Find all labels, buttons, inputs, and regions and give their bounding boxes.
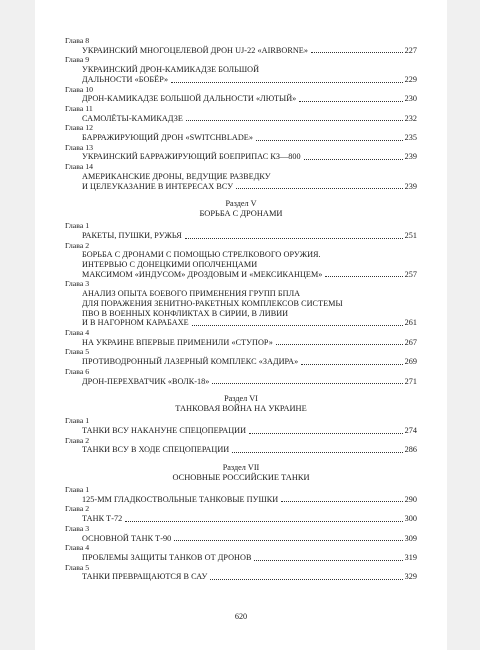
chapter-title-text: БОРЬБА С ДРОНАМИ С ПОМОЩЬЮ СТРЕЛКОВОГО ОРУЖИЯ. [82,250,321,260]
chapter-title-text: УКРАИНСКИЙ ДРОН-КАМИКАДЗЕ БОЛЬШОЙ [82,65,260,75]
dot-leader [254,559,402,561]
toc-entry[interactable] [65,367,417,386]
chapter-title-line [65,289,417,299]
section-heading [65,394,417,414]
chapter-page-number: 271 [404,376,417,386]
section-title: ОСНОВНЫЕ РОССИЙСКИЕ ТАНКИ [172,473,310,483]
chapter-title-text: ОСНОВНОЙ ТАНК Т-90 [82,533,172,543]
chapter-title-line [65,133,417,143]
dot-leader [311,51,403,53]
chapter-page-number: 319 [404,552,417,562]
toc-entry[interactable] [65,104,417,123]
chapter-label: Глава 11 [65,103,93,113]
dot-leader [192,324,403,326]
chapter-label: Глава 2 [65,504,90,514]
chapter-page-number: 261 [404,318,417,328]
section-number: Раздел VII [222,463,260,473]
toc-entry[interactable] [65,55,417,84]
toc-entry[interactable] [65,416,417,435]
chapter-title-text: ДЛЯ ПОРАЖЕНИЯ ЗЕНИТНО-РАКЕТНЫХ КОМПЛЕКСОВ СИСТЕМЫ [82,298,343,308]
chapter-page-number: 239 [404,152,417,162]
chapter-title-text: АНАЛИЗ ОПЫТА БОЕВОГО ПРИМЕНЕНИЯ ГРУПП БПЛА [82,289,301,299]
dot-leader [276,343,403,345]
chapter-page-number: 274 [404,425,417,435]
toc-entry[interactable] [65,504,417,523]
chapter-title-line [65,445,417,455]
dot-leader [125,520,402,522]
toc-entry[interactable] [65,279,417,328]
chapter-title-text: ПРОБЛЕМЫ ЗАЩИТЫ ТАНКОВ ОТ ДРОНОВ [82,552,252,562]
chapter-title-text: И В НАГОРНОМ КАРАБАХЕ [82,318,189,328]
chapter-page-number: 329 [404,572,417,582]
chapter-title-line [65,426,417,436]
chapter-title-line [65,514,417,524]
toc-section [65,463,417,582]
section-number: Раздел V [225,199,257,209]
chapter-title-line [65,94,417,104]
chapter-page-number: 269 [404,357,417,367]
chapter-title-line [65,46,417,56]
chapter-title-text: ПРОТИВОДРОННЫЙ ЛАЗЕРНЫЙ КОМПЛЕКС «ЗАДИРА» [82,357,299,367]
chapter-label: Глава 1 [65,221,90,231]
chapter-title-text: 125-ММ ГЛАДКОСТВОЛЬНЫЕ ТАНКОВЫЕ ПУШКИ [82,494,279,504]
chapter-title-line [65,299,417,309]
dot-leader [299,100,402,102]
chapter-title-text: ТАНКИ ВСУ В ХОДЕ СПЕЦОПЕРАЦИИ [82,445,230,455]
chapter-title-text: САМОЛЁТЫ-КАМИКАДЗЕ [82,113,183,123]
chapter-page-number: 232 [404,113,417,123]
chapter-label: Глава 1 [65,416,90,426]
section-title: БОРЬБА С ДРОНАМИ [199,209,283,219]
book-page [35,0,447,650]
toc-entry[interactable] [65,524,417,543]
chapter-page-number: 239 [404,181,417,191]
chapter-page-number: 309 [404,533,417,543]
dot-leader [325,275,402,277]
chapter-page-number: 227 [404,45,417,55]
toc-entry[interactable] [65,485,417,504]
toc-entry[interactable] [65,328,417,347]
table-of-contents [65,36,417,582]
chapter-label: Глава 12 [65,123,94,133]
toc-entry[interactable] [65,221,417,240]
chapter-title-text: ТАНКИ ВСУ НАКАНУНЕ СПЕЦОПЕРАЦИИ [82,425,247,435]
toc-section [65,394,417,455]
chapter-title-line [65,260,417,270]
chapter-title-line [65,114,417,124]
chapter-title-text: ДАЛЬНОСТИ «БОБЁР» [82,74,169,84]
chapter-label: Глава 4 [65,543,90,553]
toc-section [65,36,417,191]
chapter-title-line [65,495,417,505]
dot-leader [174,539,402,541]
chapter-title-text: ПВО В ВОЕННЫХ КОНФЛИКТАХ В СИРИИ, В ЛИВИИ [82,308,289,318]
chapter-label: Глава 6 [65,366,90,376]
chapter-page-number: 235 [404,133,417,143]
chapter-title-line [65,338,417,348]
chapter-label: Глава 8 [65,36,90,45]
dot-leader [212,382,402,384]
chapter-title-line [65,553,417,563]
dot-leader [304,158,403,160]
chapter-title-line [65,534,417,544]
toc-entry[interactable] [65,85,417,104]
chapter-title-text: ДРОН-ПЕРЕХВАТЧИК «ВОЛК-18» [82,376,210,386]
chapter-page-number: 257 [404,269,417,279]
chapter-label: Глава 2 [65,435,90,445]
chapter-title-text: РАКЕТЫ, ПУШКИ, РУЖЬЯ [82,230,182,240]
chapter-label: Глава 3 [65,523,90,533]
page-number: 620 [234,612,248,621]
section-number: Раздел VI [224,394,258,404]
toc-entry[interactable] [65,543,417,562]
chapter-label: Глава 14 [65,162,94,172]
chapter-title-line [65,270,417,280]
chapter-label: Глава 9 [65,55,90,65]
chapter-title-text: ДРОН-КАМИКАДЗЕ БОЛЬШОЙ ДАЛЬНОСТИ «ЛЮТЫЙ» [82,94,297,104]
chapter-title-line [65,572,417,582]
toc-entry[interactable] [65,436,417,455]
chapter-title-text: ТАНКИ ПРЕВРАЩАЮТСЯ В САУ [82,572,208,582]
chapter-title-text: АМЕРИКАНСКИЕ ДРОНЫ, ВЕДУЩИЕ РАЗВЕДКУ [82,171,271,181]
chapter-page-number: 286 [404,445,417,455]
chapter-title-text: НА УКРАИНЕ ВПЕРВЫЕ ПРИМЕНИЛИ «СТУПОР» [82,337,273,347]
dot-leader [281,500,402,502]
toc-entry[interactable] [65,347,417,366]
chapter-title-line [65,152,417,162]
dot-leader [236,187,402,189]
toc-entry[interactable] [65,143,417,162]
chapter-title-text: МАКСИМОМ «ИНДУСОМ» ДРОЗДОВЫМ И «МЕКСИКАНЦЕМ» [82,269,323,279]
chapter-page-number: 267 [404,337,417,347]
chapter-label: Глава 2 [65,240,90,250]
toc-entry[interactable] [65,241,417,280]
chapter-label: Глава 3 [65,279,90,289]
chapter-page-number: 251 [404,230,417,240]
chapter-label: Глава 5 [65,562,90,572]
chapter-title-line [65,309,417,319]
dot-leader [210,578,402,580]
chapter-label: Глава 4 [65,327,90,337]
chapter-title-line [65,182,417,192]
chapter-label: Глава 5 [65,347,90,357]
chapter-label: Глава 10 [65,84,94,94]
dot-leader [171,81,402,83]
chapter-title-text: ИНТЕРВЬЮ С ДОНЕЦКИМИ ОПОЛЧЕНЦАМИ [82,260,258,270]
dot-leader [249,432,402,434]
chapter-title-line [65,65,417,75]
chapter-title-text: БАРРАЖИРУЮЩИЙ ДРОН «SWITCHBLADE» [82,133,253,143]
chapter-title-text: УКРАИНСКИЙ МНОГОЦЕЛЕВОЙ ДРОН UJ-22 «AIRBORNE» [82,45,308,55]
section-title: ТАНКОВАЯ ВОЙНА НА УКРАИНЕ [175,404,307,414]
toc-entry[interactable] [65,162,417,191]
chapter-title-text: И ЦЕЛЕУКАЗАНИЕ В ИНТЕРЕСАХ ВСУ [82,181,234,191]
toc-entry[interactable] [65,563,417,582]
chapter-page-number: 229 [404,74,417,84]
dot-leader [185,237,403,239]
chapter-label: Глава 13 [65,142,94,152]
toc-section [65,199,417,386]
chapter-page-number: 230 [404,94,417,104]
chapter-page-number: 300 [404,514,417,524]
chapter-label: Глава 1 [65,485,90,495]
chapter-title-line [65,231,417,241]
dot-leader [256,139,403,141]
dot-leader [301,363,402,365]
dot-leader [186,119,403,121]
chapter-title-line [65,357,417,367]
toc-entry[interactable] [65,123,417,142]
chapter-title-line [65,250,417,260]
chapter-title-line [65,318,417,328]
dot-leader [232,451,402,453]
chapter-title-line [65,377,417,387]
section-heading [65,463,417,483]
toc-entry[interactable] [65,36,417,55]
chapter-title-text: ТАНК Т-72 [82,514,123,524]
chapter-title-line [65,172,417,182]
chapter-page-number: 290 [404,494,417,504]
chapter-title-text: УКРАИНСКИЙ БАРРАЖИРУЮЩИЙ БОЕПРИПАС КЗ—800 [82,152,301,162]
chapter-title-line [65,75,417,85]
section-heading [65,199,417,219]
